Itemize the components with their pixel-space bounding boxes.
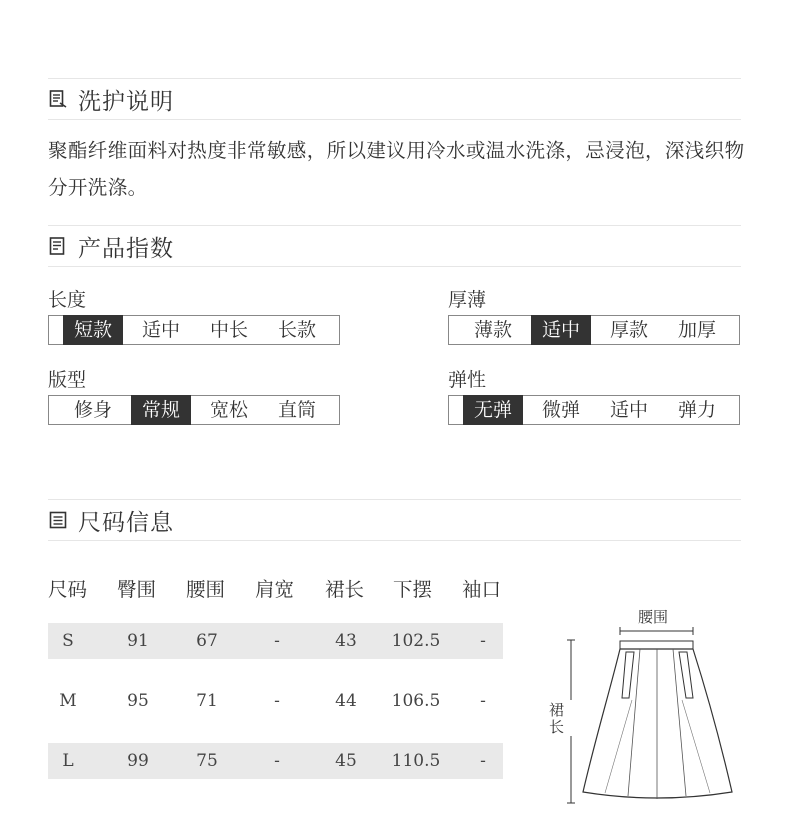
header-cell: 尺码 [48, 578, 88, 601]
table-cell: 71 [196, 691, 218, 711]
elasticity-selector [448, 395, 740, 425]
table-cell: 95 [127, 691, 149, 711]
header-cell: 裙长 [325, 578, 365, 601]
length-measure-label: 裙长 [549, 701, 565, 736]
care-text: 聚酯纤维面料对热度非常敏感，所以建议用冷水或温水洗涤，忌浸泡，深浅织物分开洗涤。 [48, 139, 745, 199]
elasticity-option[interactable]: 弹力 [677, 399, 716, 421]
table-cell: - [274, 751, 280, 771]
elasticity-label: 弹性 [448, 369, 487, 391]
table-cell: 75 [196, 751, 218, 771]
fit-option[interactable]: 直筒 [277, 399, 316, 421]
table-cell: M [59, 691, 77, 711]
elasticity-option[interactable]: 无弹 [463, 395, 523, 425]
length-option[interactable]: 长款 [277, 319, 316, 341]
header-cell: 肩宽 [255, 578, 295, 601]
divider [48, 119, 741, 120]
fit-option[interactable]: 宽松 [209, 399, 248, 421]
thickness-option[interactable]: 厚款 [609, 319, 648, 341]
length-selector [48, 315, 340, 345]
divider [48, 266, 741, 267]
thickness-selector [448, 315, 740, 345]
table-cell: 110.5 [391, 751, 441, 771]
index-title: 产品指数 [78, 235, 174, 262]
table-cell: 106.5 [391, 691, 441, 711]
length-label: 长度 [48, 289, 87, 311]
table-cell: - [274, 691, 280, 711]
size-title: 尺码信息 [78, 509, 174, 536]
table-cell: 43 [335, 631, 357, 651]
elasticity-option[interactable]: 微弹 [541, 399, 580, 421]
skirt-diagram [540, 600, 760, 810]
table-cell: 102.5 [391, 631, 441, 651]
table-cell: 44 [335, 691, 357, 711]
table-cell: - [480, 631, 486, 651]
thickness-option[interactable]: 适中 [531, 315, 591, 345]
table-cell: S [62, 631, 74, 651]
table-row [48, 623, 503, 659]
table-cell: 67 [196, 631, 218, 651]
elasticity-option[interactable]: 适中 [609, 399, 648, 421]
list-icon [48, 510, 68, 530]
table-cell: 45 [335, 751, 357, 771]
size-table [48, 570, 504, 771]
size-table-header [48, 570, 504, 606]
header-cell: 袖口 [462, 578, 502, 601]
size-section-title [48, 505, 174, 535]
thickness-label: 厚薄 [448, 289, 487, 311]
divider [48, 540, 741, 541]
fit-label: 版型 [48, 369, 87, 391]
waist-measure-label: 腰围 [638, 608, 669, 626]
index-section-title [48, 231, 174, 261]
table-row [48, 743, 503, 779]
thickness-option[interactable]: 加厚 [677, 319, 716, 341]
length-option[interactable]: 中长 [209, 319, 248, 341]
header-cell: 臀围 [117, 578, 157, 601]
care-title: 洗护说明 [78, 88, 174, 115]
thickness-option[interactable]: 薄款 [473, 319, 512, 341]
document-icon [48, 89, 68, 109]
length-option[interactable]: 短款 [63, 315, 123, 345]
table-cell: 99 [127, 751, 149, 771]
divider [48, 499, 741, 500]
table-cell: - [480, 691, 486, 711]
divider [48, 78, 741, 79]
fit-option[interactable]: 常规 [131, 395, 191, 425]
table-cell: - [480, 751, 486, 771]
length-option[interactable]: 适中 [141, 319, 180, 341]
fit-option[interactable]: 修身 [73, 399, 112, 421]
care-section-title [48, 84, 174, 114]
table-cell: L [62, 751, 74, 771]
table-row [48, 683, 503, 719]
divider [48, 225, 741, 226]
note-icon [48, 236, 68, 256]
table-cell: 91 [127, 631, 149, 651]
skirt-outline [540, 600, 760, 810]
header-cell: 下摆 [393, 578, 433, 601]
header-cell: 腰围 [186, 578, 226, 601]
table-cell: - [274, 631, 280, 651]
fit-selector [48, 395, 340, 425]
